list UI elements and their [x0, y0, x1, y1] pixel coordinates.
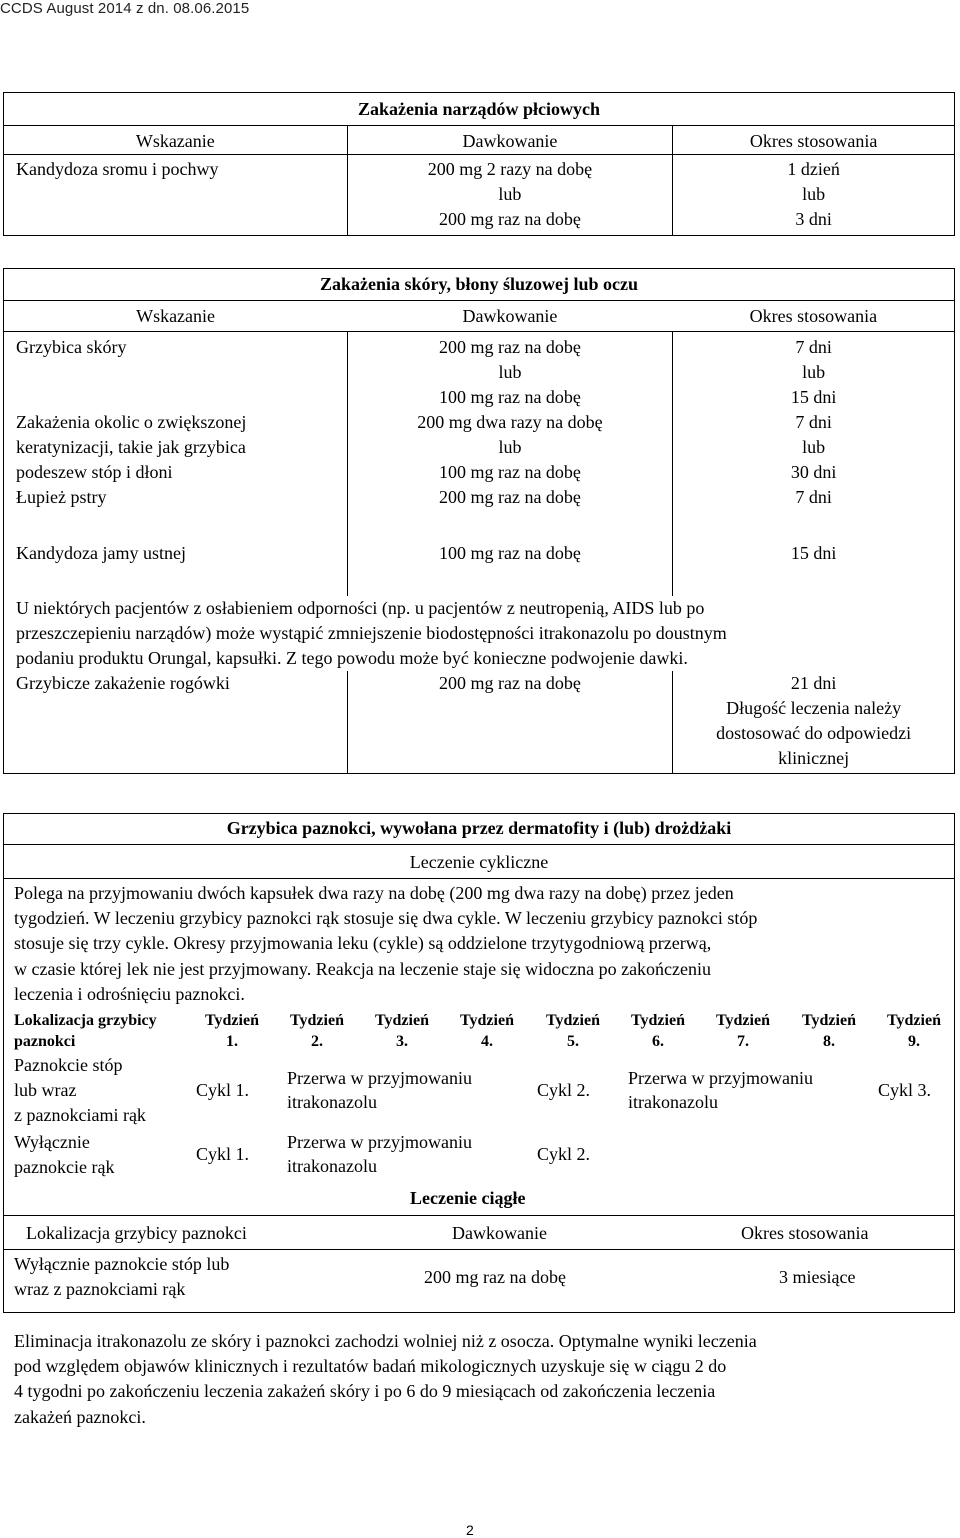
genital-infections-table [3, 92, 955, 236]
indication-cell: Kandydoza jamy ustnej [4, 541, 348, 596]
toenail-label: Paznokcie stóp lub wraz z paznokciami rąk [14, 1055, 146, 1125]
toenail-cycle-1: Cykl 1. [196, 1080, 250, 1100]
toenail-break-1: Przerwa w przyjmowaniu itrakonazolu [287, 1068, 472, 1112]
elimination-paragraph: Eliminacja itrakonazolu ze skóry i paznokci zachodzi wolniej niż z osocza. Optymalne wyniki leczenia pod względem objawów klinicznych i rezultatów badań mikologicznych uzyskuje się w ciągu 2 do 4 tygodni po zakończeniu leczenia zakażeń skóry i po 6 do 9 miesiącach od zakończenia leczenia zakażeń paznokci. [14, 1331, 757, 1427]
col-period: Okres stosowania [673, 301, 955, 332]
toenail-cycle-2: Cykl 2. [537, 1080, 591, 1100]
col-period: Okres stosowania [673, 126, 955, 155]
col-indication: Wskazanie [4, 126, 348, 155]
cont-period-cell: 3 miesiące [779, 1267, 856, 1287]
genital-title: Zakażenia narządów płciowych [4, 93, 955, 126]
period-cell: 1 dzień lub 3 dni [673, 155, 955, 236]
indication-cell: Grzybica skóry [4, 332, 348, 411]
dose-cell: 100 mg raz na dobę [347, 541, 673, 596]
cont-col-location: Lokalizacja grzybicy paznokci [26, 1223, 247, 1243]
fingernail-break: Przerwa w przyjmowaniu itrakonazolu [287, 1132, 472, 1176]
period-cell: 21 dni Długość leczenia należy dostosować do odpowiedzi klinicznej [673, 671, 955, 774]
period-cell: 7 dni lub 15 dni [673, 332, 955, 411]
cyclic-description: Polega na przyjmowaniu dwóch kapsułek dwa razy na dobę (200 mg dwa razy na dobę) przez jeden tygodzień. W leczeniu grzybicy paznokci rąk stosuje się dwa cykle. W leczeniu grzybicy paznokci stóp stosuje się trzy cykle. Okresy przyjmowania leku (cykle) są oddzielone trzytygodniową przerwą, w czasie której lek nie jest przyjmowany. Reakcja na leczenie staje się widoczna po zakończeniu leczenia i odrośnięciu paznokci. [14, 883, 758, 1004]
cont-dose-cell: 200 mg raz na dobę [424, 1267, 566, 1287]
dose-cell: 200 mg raz na dobę [347, 485, 673, 541]
indication-cell: Kandydoza sromu i pochwy [4, 155, 348, 236]
week-3-header: Tydzień 3. [375, 1012, 429, 1050]
continuous-title: Leczenie ciągłe [410, 1188, 526, 1208]
continuous-title-underline [3, 1215, 955, 1216]
week-2-header: Tydzień 2. [290, 1012, 344, 1050]
week-6-header: Tydzień 6. [631, 1012, 685, 1050]
week-9-header: Tydzień 9. [887, 1012, 941, 1050]
indication-cell: Łupież pstry [4, 485, 348, 541]
week-4-header: Tydzień 4. [460, 1012, 514, 1050]
cont-header-underline [3, 1249, 955, 1250]
col-dosage: Dawkowanie [347, 301, 673, 332]
toenail-break-2: Przerwa w przyjmowaniu itrakonazolu [628, 1068, 813, 1112]
skin-infections-table [3, 268, 955, 774]
cyclic-title-underline [3, 878, 955, 879]
page-number: 2 [466, 1522, 474, 1538]
period-cell: 15 dni [673, 541, 955, 596]
period-cell: 7 dni lub 30 dni [673, 410, 955, 485]
week-5-header: Tydzień 5. [546, 1012, 600, 1050]
toenail-cycle-3: Cykl 3. [878, 1080, 932, 1100]
fingernail-cycle-1: Cykl 1. [196, 1144, 250, 1164]
period-cell: 7 dni [673, 485, 955, 541]
immunocompromised-note: U niektórych pacjentów z osłabieniem odporności (np. u pacjentów z neutropenią, AIDS lub po przeszczepieniu narządów) może wystąpić zmniejszenie biodostępności itrakonazolu po doustnym podaniu produktu Orungal, kapsułki. Z tego powodu może być konieczne podwojenie dawki. [4, 596, 955, 671]
cont-col-dosage: Dawkowanie [452, 1223, 547, 1243]
cyclic-title: Leczenie cykliczne [409, 852, 549, 872]
indication-cell: Zakażenia okolic o zwiększonej keratynizacji, takie jak grzybica podeszew stóp i dłoni [4, 410, 348, 485]
dose-cell: 200 mg raz na dobę lub 100 mg raz na dobę [347, 332, 673, 411]
nails-title: Grzybica paznokci, wywołana przez dermatofity i (lub) drożdżaki [226, 818, 732, 838]
document-header: CCDS August 2014 z dn. 08.06.2015 [0, 0, 250, 17]
week-1-header: Tydzień 1. [205, 1012, 259, 1050]
dose-cell: 200 mg dwa razy na dobę lub 100 mg raz na dobę [347, 410, 673, 485]
indication-cell: Grzybicze zakażenie rogówki [4, 671, 348, 774]
week-7-header: Tydzień 7. [716, 1012, 770, 1050]
fingernail-cycle-2: Cykl 2. [537, 1144, 591, 1164]
dose-cell: 200 mg 2 razy na dobę lub 200 mg raz na dobę [347, 155, 673, 236]
cycle-location-header: Lokalizacja grzybicy paznokci [14, 1012, 157, 1050]
nails-title-underline [3, 844, 955, 845]
dose-cell: 200 mg raz na dobę [347, 671, 673, 774]
fingernail-label: Wyłącznie paznokcie rąk [14, 1132, 115, 1177]
skin-title: Zakażenia skóry, błony śluzowej lub oczu [4, 269, 955, 301]
col-indication: Wskazanie [4, 301, 348, 332]
col-dosage: Dawkowanie [347, 126, 673, 155]
week-8-header: Tydzień 8. [802, 1012, 856, 1050]
cont-col-period: Okres stosowania [741, 1223, 869, 1243]
cont-location-cell: Wyłącznie paznokcie stóp lub wraz z paznokciami rąk [14, 1254, 230, 1299]
